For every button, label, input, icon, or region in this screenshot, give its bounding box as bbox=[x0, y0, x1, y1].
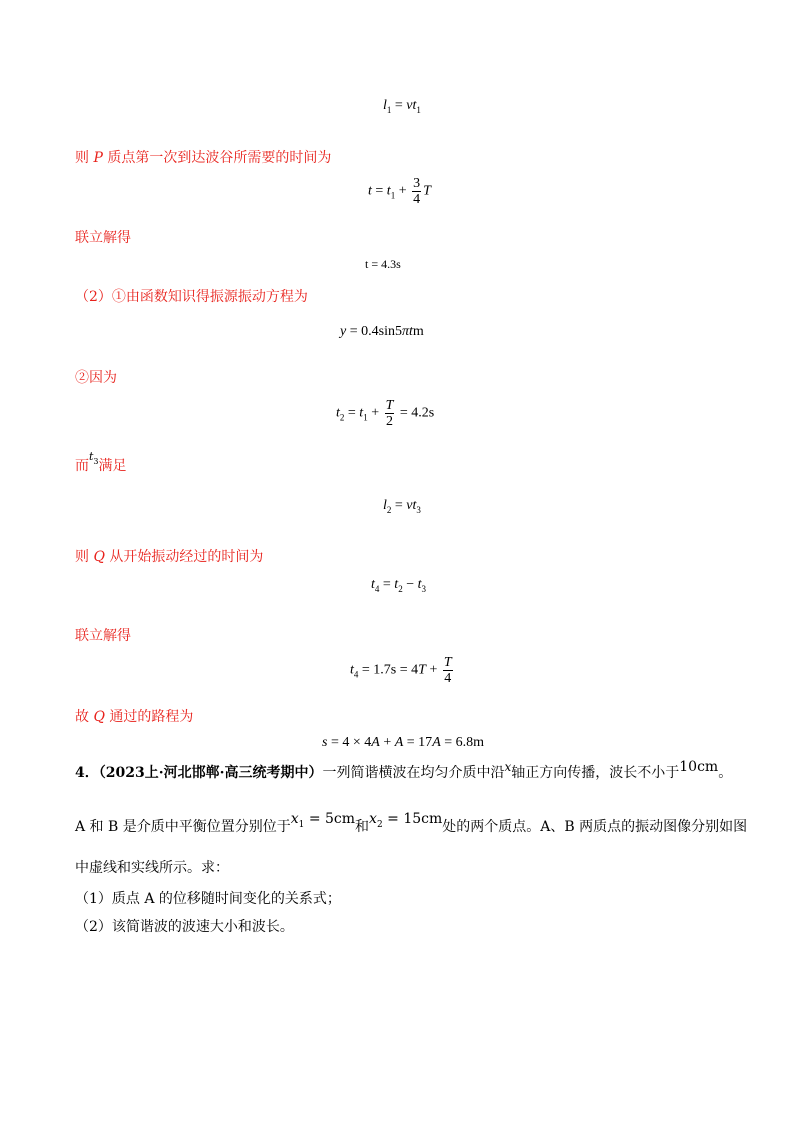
q-time-intro: 则 Q 从开始振动经过的时间为 bbox=[75, 549, 264, 565]
equation-y: y = 0.4sin5πtm bbox=[340, 324, 424, 339]
question-4-line-3: 中虚线和实线所示。求： bbox=[75, 860, 229, 876]
question-4-line-2: A 和 B 是介质中平衡位置分别位于$x_1 = 5cm$和$x_2 = 15cm$处的两个质点。A、B 两质点的振动图像分别如图 bbox=[75, 811, 748, 835]
question-4-part-1: （1）质点 A 的位移随时间变化的关系式； bbox=[75, 891, 341, 907]
equation-l2: $l_2 = vt_3$ bbox=[383, 498, 421, 515]
equation-l1: $l_1 = vt_1$ bbox=[383, 98, 421, 115]
equation-t4: $t_4 = t_2 - t_3$ bbox=[371, 577, 426, 594]
question-4-line-1: 4．（2023上·河北邯郸·高三统考期中）一列简谐横波在均匀介质中沿x轴正方向传播，波长不小于10cm。 bbox=[75, 759, 733, 781]
path-intro: 故 Q 通过的路程为 bbox=[75, 709, 194, 725]
because-label: ②因为 bbox=[75, 370, 117, 386]
t3-condition: 而$^{t_3}$满足 bbox=[75, 450, 127, 474]
solve-label-1: 联立解得 bbox=[75, 230, 131, 246]
equation-t4-value: $t_4 = 1.7s = 4T$ + $\frac{T}{4}$ bbox=[350, 655, 452, 686]
question-source: （2023上·河北邯郸·高三统考期中） bbox=[98, 765, 323, 781]
equation-t-value: t = 4.3s bbox=[365, 257, 401, 271]
equation-t: $t = t_1$ + $\frac{3}{4}$ T bbox=[368, 176, 431, 207]
equation-s: s = 4 × 4A + A = 17A = 6.8m bbox=[322, 735, 485, 750]
part2-intro: （2）①由函数知识得振源振动方程为 bbox=[75, 289, 308, 305]
equation-t2: $t_2 = t_1$ + $\frac{T}{2}$ = 4.2s bbox=[336, 398, 435, 429]
solve-label-2: 联立解得 bbox=[75, 628, 131, 644]
question-4-part-2: （2）该简谐波的波速大小和波长。 bbox=[75, 919, 294, 935]
p-time-intro: 则 P 质点第一次到达波谷所需要的时间为 bbox=[75, 150, 332, 166]
question-number: 4． bbox=[75, 765, 99, 781]
